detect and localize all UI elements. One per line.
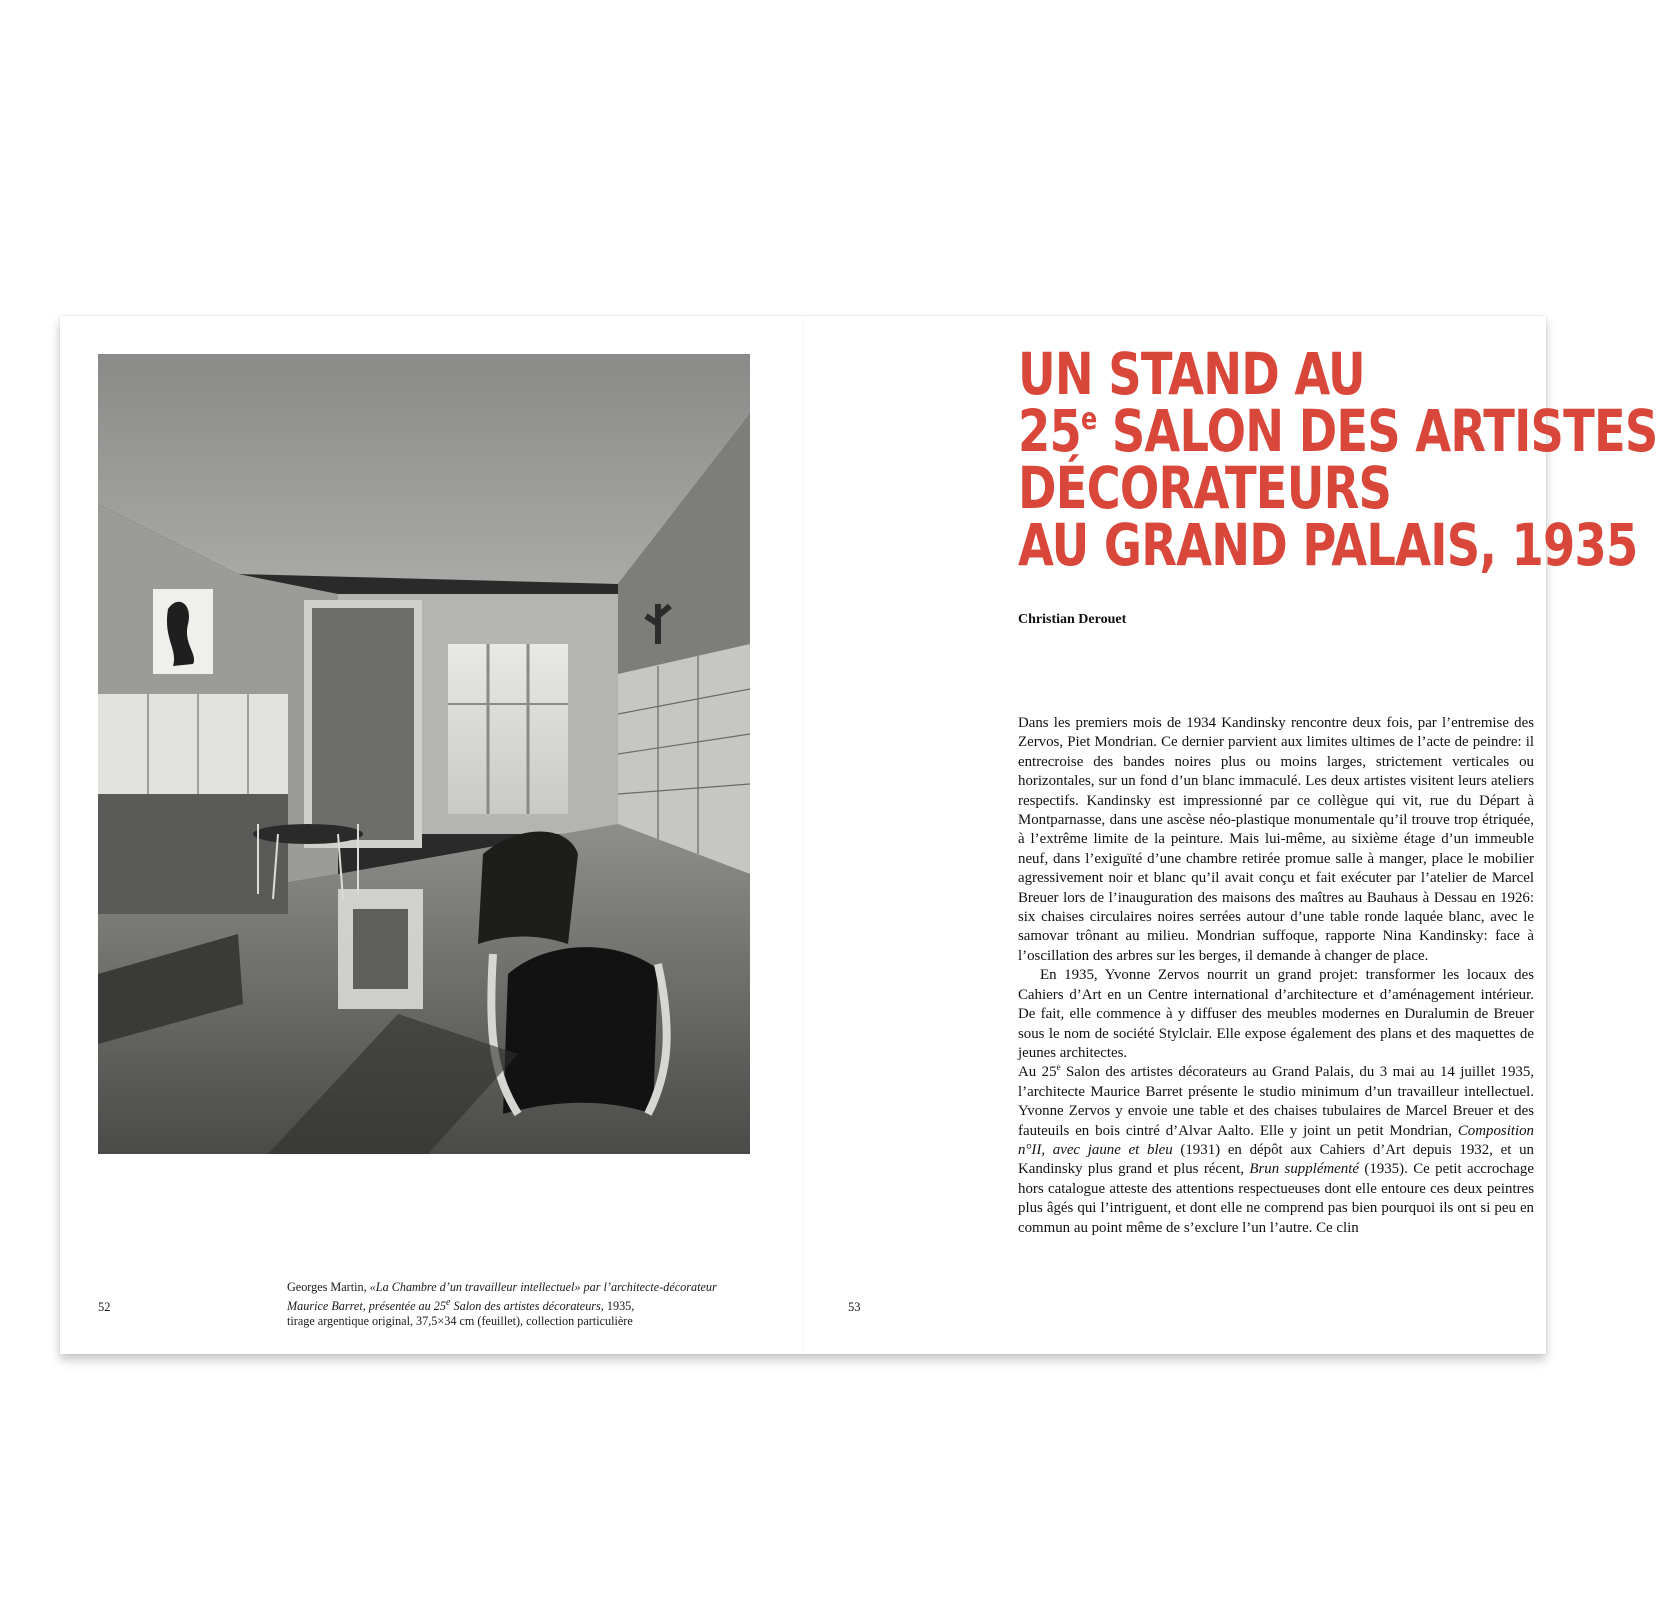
paragraph-1: Dans les premiers mois de 1934 Kandinsky rencontre deux fois, par l’entremise des Zervos, Piet Mondrian. Ce dernier parvient aux limites ultimes de l’acte de peindre: il entrecroise des bandes noires plus ou moins larges, strictement verticales ou horizontales, sur un fond d’un blanc immaculé. Les deux artistes visitent leurs ateliers respectifs. Kandinsky est impressionné par ce collègue qui vit, rue du Départ à Montparnasse, dans une ascèse néo-plastique monumentale qu’il trouve trop étriquée, à l’extrême limite de la peinture. Mais lui-même, au sixième étage d’un immeuble neuf, dans l’exiguïté d’une chambre retirée promue salle à manger, place le mobilier agressivement noir et blanc qu’il avait conçu et fait exécuter par l’atelier de Marcel Breuer lors de l’inauguration des maisons des maîtres au Bauhaus à Dessau en 1926: six chaises circulaires noires serrées autour d’une table ronde laquée blanc, avec le samovar trônant au milieu. Mondrian suffoque, rapporte Nina Kandinsky: face à l’oscillation des arbres sur les berges, il demande à changer de place. [1018, 715, 1534, 964]
caption-line2-b: Salon des artistes décorateurs, [450, 1299, 607, 1314]
author-name: Christian Derouet [1018, 612, 1127, 627]
photograph-image [98, 354, 750, 1154]
caption-line2-c: 1935, [606, 1299, 635, 1314]
p3-d: (1935). Ce petit accrochage hors catalogue atteste des attentions respectueuses dont elle entoure ces deux peintres plus âgés qui l’intriguent, et dont elle ne comprend pas bien pourquoi ils ont si peu en commun au point même de s’exclure l’un l’autre. Ce clin [1018, 1161, 1534, 1236]
caption-line2: Maurice Barret, présentée au 25 [287, 1299, 446, 1314]
caption-line1-a: Georges Martin, [287, 1280, 370, 1294]
title-line-4: AU GRAND PALAIS, 1935 [1018, 511, 1638, 579]
p3-b: Salon des artistes décorateurs au Grand Palais, du 3 mai au 14 juillet 1935, l’architecte Maurice Barret présente le studio minimum d’un travailleur intellectuel. Yvonne Zervos y envoie une table et des chaises tubulaires de Marcel Breuer et des fauteuils en bois cintré d’Alvar Aalto. Elle y joint un petit Mondrian, [1018, 1064, 1534, 1139]
title-line-2-a: 25 [1018, 397, 1081, 465]
interior-photograph [98, 354, 750, 1154]
gutter [802, 316, 804, 1354]
p3-sup: e [1056, 1062, 1061, 1073]
article-body [1018, 714, 1534, 1238]
p3-italic-2: Brun supplémenté [1249, 1161, 1359, 1178]
title-line-2 [1018, 397, 1658, 465]
p3-italic-1: Composition n°II, avec jaune et bleu [1018, 1122, 1534, 1158]
photo-caption [287, 1280, 747, 1329]
book-spread [60, 316, 1658, 1354]
title-line-2-sup: e [1080, 402, 1097, 437]
caption-line2-sup: e [445, 1297, 451, 1308]
p3-a: Au 25 [1018, 1064, 1057, 1081]
paragraph-3 [1018, 1063, 1534, 1238]
p3-c: (1931) en dépôt aux Cahiers d’Art depuis 1932, et un Kandinsky plus grand et plus récent, [1018, 1141, 1534, 1178]
title-line-2-b: SALON DES ARTISTES [1096, 397, 1658, 465]
caption-line3: tirage argentique original, 37,5×34 cm (feuillet), collection particulière [287, 1314, 633, 1329]
page-number-right: 53 [848, 1300, 861, 1314]
caption-line1-b: «La Chambre d’un travailleur intellectuel» par l’architecte-décorateur [369, 1280, 717, 1294]
paragraph-2: En 1935, Yvonne Zervos nourrit un grand projet: transformer les locaux des Cahiers d’Art en un Centre international d’architecture et d’aménagement intérieur. De fait, elle commence à y diffuser des meubles modernes en Duralumin de Breuer sous le nom de société Stylclair. Elle expose également des plans et des maquettes de jeunes architectes. [1018, 967, 1534, 1061]
title-line-3: DÉCORATEURS [1018, 454, 1392, 522]
title-line-1: UN STAND AU [1018, 340, 1365, 408]
page-number-left: 52 [98, 1300, 111, 1314]
article-title [1018, 340, 1658, 579]
